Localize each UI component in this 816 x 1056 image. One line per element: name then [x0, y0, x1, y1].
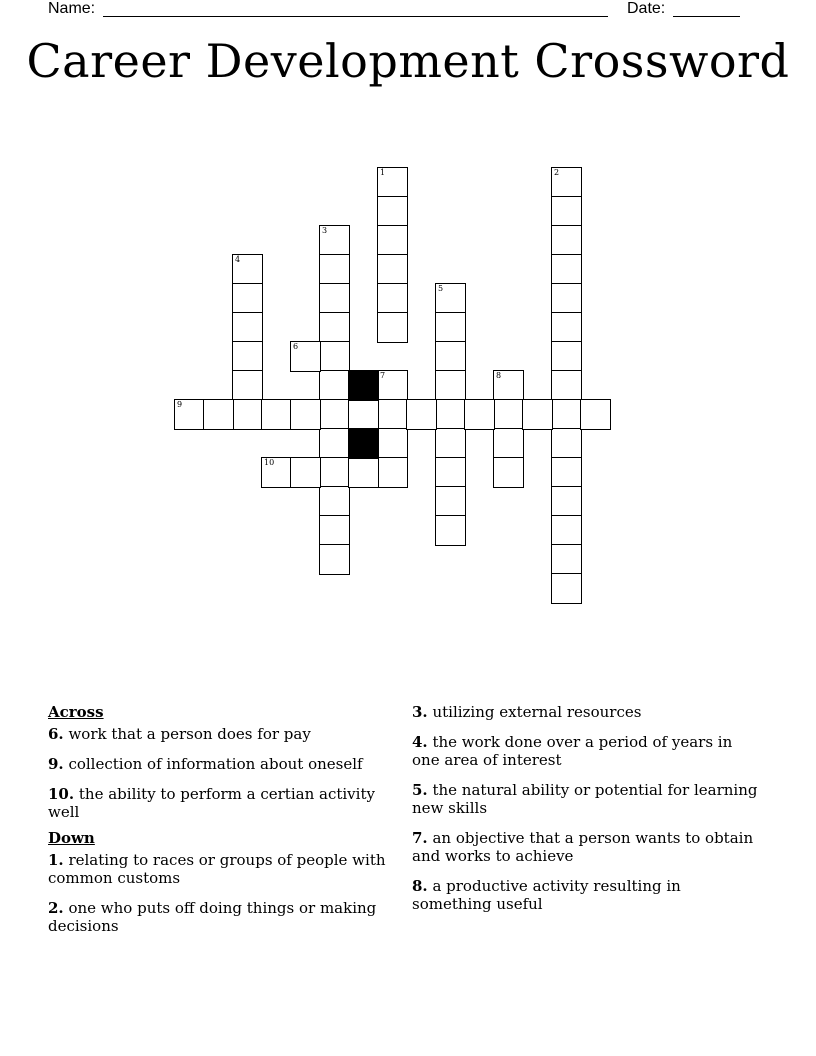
grid-cell[interactable] [465, 400, 494, 429]
clue-down-4 [412, 733, 762, 769]
grid-cell[interactable] [262, 400, 291, 429]
grid-cell[interactable] [552, 400, 581, 429]
clue-number-label: 2 [554, 168, 560, 177]
grid-cell[interactable] [320, 371, 349, 400]
grid-cell[interactable] [204, 400, 233, 429]
clues-right-column [412, 703, 762, 925]
grid-cell[interactable] [552, 458, 581, 487]
grid-cell[interactable] [552, 284, 581, 313]
grid-cell[interactable] [320, 400, 349, 429]
grid-cell[interactable] [378, 255, 407, 284]
clue-number-label: 4 [235, 255, 241, 264]
grid-cell[interactable] [320, 429, 349, 458]
grid-cell[interactable] [552, 487, 581, 516]
clue-text: the work done over a period of years in one area of interest [412, 733, 733, 769]
grid-cell[interactable] [233, 342, 262, 371]
grid-cell[interactable] [436, 313, 465, 342]
grid-cell[interactable] [378, 226, 407, 255]
grid-cell[interactable] [291, 400, 320, 429]
grid-cell[interactable] [494, 400, 523, 429]
grid-cell[interactable] [407, 400, 436, 429]
grid-cell[interactable] [436, 458, 465, 487]
grid-cell[interactable] [349, 400, 378, 429]
clue-number: 7. [412, 829, 428, 847]
clue-text: a productive activity resulting in something useful [412, 877, 681, 913]
grid-cell[interactable] [436, 516, 465, 545]
clue-number: 6. [48, 725, 64, 743]
grid-cell[interactable] [378, 400, 407, 429]
clue-number-label: 8 [496, 371, 502, 380]
grid-cell[interactable] [320, 545, 349, 574]
clue-down-2 [48, 899, 388, 935]
grid-cell[interactable] [552, 168, 581, 197]
grid-cell[interactable] [233, 284, 262, 313]
date-line[interactable] [673, 16, 740, 17]
clue-across-6 [48, 725, 388, 743]
grid-cell[interactable] [581, 400, 610, 429]
grid-cell[interactable] [436, 284, 465, 313]
grid-cell[interactable] [436, 342, 465, 371]
grid-cell[interactable] [378, 284, 407, 313]
grid-cell[interactable] [523, 400, 552, 429]
clue-text: the natural ability or potential for learning new skills [412, 781, 758, 817]
clue-number: 10. [48, 785, 75, 803]
grid-cell[interactable] [320, 226, 349, 255]
grid-cell[interactable] [320, 342, 349, 371]
grid-cell[interactable] [320, 458, 349, 487]
clue-across-9 [48, 755, 388, 773]
clue-number-label: 7 [380, 371, 386, 380]
grid-cell[interactable] [552, 313, 581, 342]
name-label: Name: [48, 0, 96, 17]
grid-cell[interactable] [494, 371, 523, 400]
clue-number: 3. [412, 703, 428, 721]
grid-cell[interactable] [552, 574, 581, 603]
clue-text: an objective that a person wants to obtain and works to achieve [412, 829, 754, 865]
grid-cell[interactable] [552, 226, 581, 255]
grid-cell[interactable] [552, 255, 581, 284]
grid-cell[interactable] [378, 168, 407, 197]
grid-cell[interactable] [378, 197, 407, 226]
clue-number-label: 6 [293, 342, 299, 351]
grid-cell[interactable] [320, 284, 349, 313]
grid-cell[interactable] [291, 458, 320, 487]
clue-number: 4. [412, 733, 428, 751]
grid-cell[interactable] [320, 313, 349, 342]
grid-cell[interactable] [349, 458, 378, 487]
header [48, 0, 748, 22]
grid-cell[interactable] [552, 342, 581, 371]
grid-cell[interactable] [436, 371, 465, 400]
clue-number: 9. [48, 755, 64, 773]
clue-number: 5. [412, 781, 428, 799]
grid-cell[interactable] [378, 371, 407, 400]
clue-number-label: 10 [264, 458, 275, 467]
grid-cell[interactable] [320, 516, 349, 545]
black-cell [349, 429, 378, 458]
grid-cell[interactable] [233, 371, 262, 400]
grid-cell[interactable] [262, 458, 291, 487]
clue-number: 1. [48, 851, 64, 869]
clue-down-3 [412, 703, 762, 721]
name-line[interactable] [103, 16, 608, 17]
date-label: Date: [627, 0, 666, 17]
clue-number: 8. [412, 877, 428, 895]
page-title: Career Development Crossword [26, 34, 790, 88]
grid-cell[interactable] [175, 400, 204, 429]
grid-cell[interactable] [436, 400, 465, 429]
grid-cell[interactable] [233, 255, 262, 284]
grid-cell[interactable] [494, 429, 523, 458]
clue-number-label: 5 [438, 284, 444, 293]
grid-cell[interactable] [378, 313, 407, 342]
grid-cell[interactable] [552, 545, 581, 574]
clue-text: one who puts off doing things or making decisions [48, 899, 377, 935]
clue-across-10 [48, 785, 388, 821]
clue-text: collection of information about oneself [68, 755, 363, 773]
clue-down-1 [48, 851, 388, 887]
grid-cell[interactable] [320, 487, 349, 516]
grid-cell[interactable] [552, 371, 581, 400]
grid-cell[interactable] [320, 255, 349, 284]
grid-cell[interactable] [291, 342, 320, 371]
clue-down-7 [412, 829, 762, 865]
black-cell [349, 371, 378, 400]
grid-cell[interactable] [233, 313, 262, 342]
grid-cell[interactable] [494, 458, 523, 487]
clue-text: work that a person does for pay [68, 725, 311, 743]
clue-text: relating to races or groups of people with common customs [48, 851, 386, 887]
clue-text: utilizing external resources [432, 703, 642, 721]
grid-cell[interactable] [552, 197, 581, 226]
clue-number: 2. [48, 899, 64, 917]
clue-number-label: 9 [177, 400, 183, 409]
grid-cell[interactable] [233, 400, 262, 429]
down-heading: Down [48, 829, 95, 847]
grid-cell[interactable] [378, 458, 407, 487]
grid-cell[interactable] [436, 487, 465, 516]
grid-cell[interactable] [436, 429, 465, 458]
clue-down-8 [412, 877, 762, 913]
grid-cell[interactable] [378, 429, 407, 458]
clue-number-label: 1 [380, 168, 386, 177]
clue-number-label: 3 [322, 226, 328, 235]
grid-cell[interactable] [552, 429, 581, 458]
grid-cell[interactable] [552, 516, 581, 545]
clue-down-5 [412, 781, 762, 817]
clues-left-column [48, 703, 388, 947]
clue-text: the ability to perform a certian activity well [48, 785, 375, 821]
across-heading: Across [48, 703, 104, 721]
